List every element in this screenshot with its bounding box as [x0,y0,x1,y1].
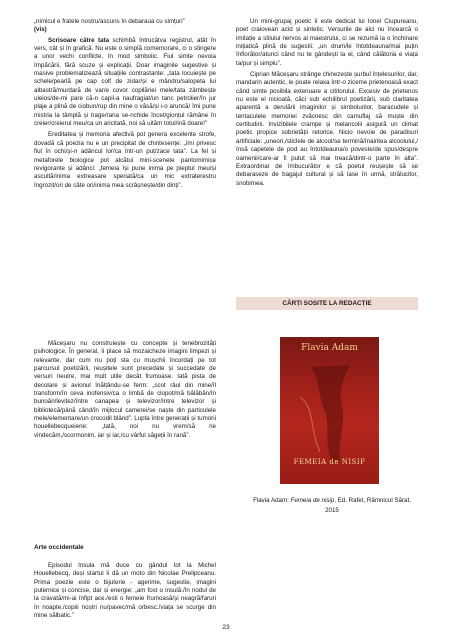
paragraph: Episodul Insula mă duce cu gândul tot la Michel Houellebecq, deși startul îi dă un moto din Nicolae Prelipceanu. Prima poezie este o bijuterie - agerime, sugestie, imagini puternice și concise, dar și energie: „am fost o insulă./în nodul de la cravată/mi-ai înfipt ace./esti o femeie frumoasă/și neagră/faruri în noapte,/copiii noștri nu/pavec/mă orbesc./viața se scurge din mine sălbatic.” [34,562,216,620]
right-column [236,18,418,188]
left-column-middle [34,340,216,440]
received-books-banner: CĂRȚI SOSITE LA REDACȚIE [236,297,418,310]
page-number: 23 [222,624,230,631]
section-heading: Arte occidentale [34,544,84,551]
book-cover-title: FEMEIA de NISIP [293,458,366,466]
quote-source: (vis) [34,26,47,34]
book-cover-author: Flavia Adam [301,343,358,353]
book-cover [280,337,379,484]
paragraph-text: schimbă întrucâtva registrul, atât în vers, cât și în grafică. Nu este o simplă comemorare, ci o stingere a unor vechi conflicte, în mod simbolic. Fiul simte nevoia împăcării, fără scuze și explicații. Doar imaginile sugestive și masive problematizează situațiile contrastante: „tata locuiește pe schele/pearlă pe cap colf de zidar/și e mândru/salopeta lui albastră/murdară de var/e covor copilăriei mele/tata zâmbește uleios/de-mi pare că-n capil-a naufragiat/un tanc petrolier/în jur plaje a plină de ciobun/rup din mine o văsă/și i-o aruncă/ îmi pune mistria la tâmplă și trage/rana se-nchide încet/gionțul rămâne în creier/creierul meu/ca un aricitată, noi să uităm totul/ină doare!” [34,36,216,128]
paragraph: Măceșaru nu construiește cu concepte și tenebrozități psihologice. În general, îi place să mozaicheze imagini limpezi și relevante, dar cum nu poți sta cu mușchii încordați pe tot parcursul poetizării, reușitele sunt precedate și succedate de versuri neutre, mai mult utile decât frumoase. Iată pista de decolare și avionul înălțându-se ferm: „scot râul din mine/îl transform/în ceva inofensiv/ca o limbă de clopot/mă bălăbăn/în bunoăn/levitez/între canapea și televizor/între televizor și bibliotecă/până când/în mijlocul camerei/se naște din particulele mele/elementare/un crocodil blând”. Lupta între generații și tumorii houellebecqueiene: „tată, noi nu vrem/să ne vindecăm,/scormonim, iar și iar,/cu vârful săgeții în rană”. [34,340,216,439]
poem-quote: „nimicul e fratele nostru/ascuns în debaraua cu simțuri” [34,18,185,25]
paragraph: Ciprian Măceșaru strânge chinezește șurbul înțelesurilor, dar, mandarin autentic, le poate relaxa într-o ziceme prietenoasă exact când simte posibila extenuare a cititorului. Excesiv de prietenos nu este el nicioată, căci sub echilibrul poetizării, sub claritatea aparentă a derulării imaginilor și simbolurilor, baracudele și tentaculele memoriei zvâcnesc din camuflaj să muște din certitudini. Invizibilele crampe și melancolii asigură un climat poetic propice sobrietății retorice. Nicio nevoie de paradisuri artificiale: „uneori,/sticlele de alcool/se termină/înaintea alcoolului,/însă capetele de pod au întotdeauna/o poveste/de spus/despre oamenii/care-ar fi putut să mai treacă/dintr-o parte în alta”. Extraordinar de îmbucurător e că poetul reușește să se debaraseze de bagajul cultural și să lase în urmă, strălucitor, snobimea. [236,71,418,187]
caption-book-title: Femeia de nisip [290,497,335,504]
left-column-bottom [34,562,216,620]
paragraph [34,37,216,129]
caption-author: Flavia Adam: [253,497,291,504]
left-column-top [34,18,216,190]
paragraph: Un mini-grupaj poetic îi este dedicat lui Ionel Ciupureanu, poet craiovean acid și sintetic. Versurile de aici nu încearcă o imitație a stilului nervos al maestrului, ci se rezumă la o închinare inițiatică plină de sugestii: „un drum/le întotdeauna/mai puțin înfiorător/atunci când nu te gândești la el, când călătoria e viața ta/pur și simplu”. [236,18,418,67]
caption-publisher: , Ed. Rafet, Râmnicul Sărat, 2015 [325,497,411,514]
paragraph: Ereditatea și memoria afectivă pot genera excelente strofe, dovadă că poezia nu e un precipitat de chintesențe: „îmi privesc fiul în ochi/și-n adâncul lor/ca într-un puț/zace tata”. La fel și metaforele biologice pot alcătui mini-scenete pantomimice revigorante și adânci: „femeia își pune inima pe pieptul meu/și ascultă/inima extreasare speriată/ca un mic extraterestru îngrozit/ori de câte ori/inima mea scrâșnește/din dinți”. [34,131,216,189]
book-caption [246,496,418,516]
poem-title: Scrisoare către tata [48,36,110,44]
